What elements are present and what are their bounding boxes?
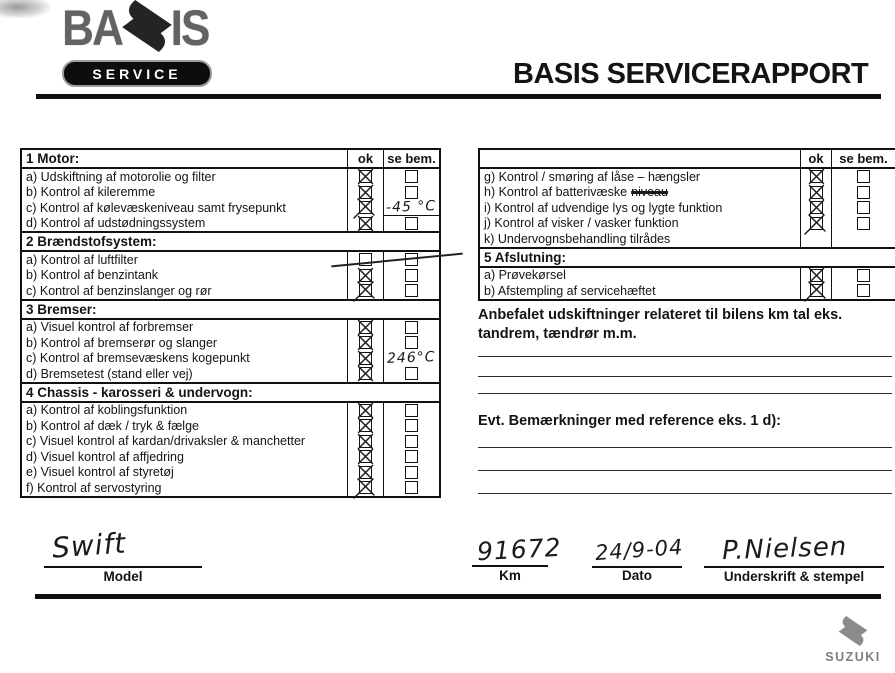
row-label-text: b) Afstempling af servicehæftet [484,283,656,298]
x-mark-icon [360,322,371,333]
row-label [22,403,347,419]
section-header-row [22,382,439,403]
suzuki-s-icon [121,0,173,52]
row-label-text: d) Bremsetest (stand eller vej) [26,366,193,381]
row-label-text: d) Visuel kontrol af affjedring [26,449,184,464]
sebem-checkbox [405,170,418,183]
checklist-row [22,434,439,450]
sebem-checkbox [857,217,870,230]
row-label [480,283,800,299]
checklist-row [480,185,895,201]
sebem-checkbox [405,481,418,494]
ok-cell [347,480,383,496]
section-title: 2 Brændstofsystem: [26,234,157,249]
row-label-text: f) Kontrol af servostyring [26,480,162,495]
row-label-text: g) Kontrol / smøring af låse – hængsler [484,169,701,184]
model-field-line [44,566,202,568]
row-label [480,200,800,216]
ok-cell [347,351,383,367]
x-mark-icon [360,405,371,416]
ok-cell [347,449,383,465]
sebem-cell [831,231,895,247]
sebem-checkbox [857,269,870,282]
checklist-right-table [478,148,895,301]
ok-checkbox [359,321,372,334]
x-mark-icon [360,285,371,296]
sebem-cell [831,169,895,185]
handwritten-note: -45 °C [386,198,437,217]
sebem-checkbox [405,367,418,380]
suzuki-logo [814,616,892,664]
row-label [480,216,800,232]
row-label-text: k) Undervognsbehandling tilrådes [484,231,671,246]
row-label-text: a) Visuel kontrol af forbremser [26,320,194,335]
checklist-row [22,283,439,299]
checklist-row [480,268,895,284]
row-label-text: j) Kontrol af visker / vasker funktion [484,216,679,231]
checklist-row [22,268,439,284]
x-mark-icon [360,270,371,281]
checklist-row [480,200,895,216]
row-label [480,185,800,201]
checklist-row [22,320,439,336]
ok-checkbox [359,170,372,183]
signature-handwritten-value: P.Nielsen [721,531,848,567]
section-title [480,150,800,167]
header-divider [36,94,881,99]
ok-checkbox [359,450,372,463]
sebem-checkbox [405,321,418,334]
x-mark-icon [360,353,371,364]
sebem-checkbox [405,269,418,282]
footer-divider [35,594,881,599]
handwritten-note: 246°C [386,349,437,368]
row-label [22,216,347,232]
sebem-checkbox [405,186,418,199]
row-label-text: d) Kontrol af udstødningssystem [26,216,206,231]
remarks-write-line [478,447,892,448]
x-mark-icon [360,202,371,213]
checklist-row [22,465,439,481]
sebem-checkbox [405,466,418,479]
row-label-text: c) Kontrol af bremsevæskens kogepunkt [26,351,250,366]
remarks-heading: Evt. Bemærkninger med reference eks. 1 d): [478,413,782,429]
ok-cell [347,216,383,232]
sebem-cell [383,480,439,496]
km-field-label: Km [499,568,521,583]
ok-checkbox [359,419,372,432]
km-handwritten-value: 91672 [476,532,563,567]
row-label [22,449,347,465]
ok-cell [800,268,831,284]
section-header-row [480,247,895,268]
checklist-left-table [20,148,441,498]
checklist-row [22,366,439,382]
sebem-cell [831,216,895,232]
checklist-row [22,200,439,216]
ok-checkbox [359,336,372,349]
checklist-row [22,216,439,232]
row-label [22,480,347,496]
service-badge-label: SERVICE [92,65,182,82]
row-label [480,231,800,247]
basis-logo-text-right: IS [170,0,209,56]
ok-cell [347,418,383,434]
section-title: 3 Bremser: [26,301,97,317]
section-title: 5 Afslutning: [484,249,566,265]
ok-checkbox [810,186,823,199]
row-label-text: a) Udskiftning af motorolie og filter [26,169,216,184]
ok-checkbox [359,284,372,297]
suzuki-s-icon [838,616,868,646]
sebem-checkbox [405,435,418,448]
row-label [22,200,347,216]
signature-field-label: Underskrift & stempel [723,569,865,584]
sebem-checkbox [857,284,870,297]
row-label [22,465,347,481]
x-mark-icon [811,285,822,296]
ok-cell [347,366,383,382]
x-mark-icon [360,187,371,198]
sebem-cell [383,418,439,434]
column-header-sebem: se bem. [383,150,439,167]
signature-field-line [704,566,884,568]
checklist-row [480,216,895,232]
x-mark-icon [360,451,371,462]
row-label-text: b) Kontrol af dæk / tryk & fælge [26,418,199,433]
checklist-row [480,283,895,299]
row-label-text: a) Prøvekørsel [484,268,566,283]
scan-smudge [0,0,50,18]
section-header-row [22,231,439,252]
ok-cell [347,200,383,216]
sebem-cell [383,351,439,367]
x-mark-icon [360,218,371,229]
section-header-row [480,150,895,169]
sebem-cell [383,449,439,465]
row-label [22,418,347,434]
remarks-write-line [478,493,892,494]
x-mark-icon [360,337,371,348]
ok-cell [347,465,383,481]
sebem-cell [383,335,439,351]
x-mark-icon [360,482,371,493]
service-badge [62,60,212,87]
row-label-text: b) Kontrol af bremserør og slanger [26,335,218,350]
section-title: 1 Motor: [26,151,80,166]
row-label [22,268,347,284]
ok-checkbox [810,284,823,297]
sebem-cell [831,283,895,299]
ok-checkbox [359,186,372,199]
ok-cell [347,185,383,201]
ok-checkbox [359,269,372,282]
ok-checkbox [359,404,372,417]
sebem-checkbox [857,170,870,183]
row-label [22,252,347,268]
sebem-cell [383,403,439,419]
remarks-write-line [478,470,892,471]
sebem-checkbox [405,450,418,463]
ok-checkbox [359,481,372,494]
section-header-row [22,150,439,169]
ok-checkbox [359,367,372,380]
sebem-cell [383,169,439,185]
recommend-heading: Anbefalet udskiftninger relateret til bilens km tal eks. tandrem, tændrør m.m. [478,307,843,342]
ok-checkbox [359,352,372,365]
recommend-write-line [478,376,892,377]
row-label [480,169,800,185]
checklist-row [480,169,895,185]
column-header-ok: ok [347,150,383,167]
row-label-text: c) Kontrol af benzinslanger og rør [26,283,212,298]
row-label [22,335,347,351]
row-label [22,434,347,450]
ok-checkbox [810,217,823,230]
checklist-row [22,480,439,496]
recommend-write-line [478,393,892,394]
row-label-text: a) Kontrol af luftfilter [26,252,138,267]
ok-cell [800,200,831,216]
sebem-cell [383,465,439,481]
checklist-row [22,418,439,434]
x-mark-icon [360,171,371,182]
x-mark-icon [360,467,371,478]
ok-cell [347,335,383,351]
column-header-sebem: se bem. [831,150,895,167]
row-label-text: b) Kontrol af kileremme [26,185,156,200]
ok-cell [347,268,383,284]
sebem-cell [383,366,439,382]
row-label-text: i) Kontrol af udvendige lys og lygte funktion [484,200,723,215]
sebem-cell [831,200,895,216]
x-mark-icon [811,202,822,213]
x-mark-icon [360,368,371,379]
column-header-ok: ok [800,150,831,167]
sebem-cell [831,268,895,284]
ok-checkbox [359,466,372,479]
basis-logo-text-left: BA [62,0,123,56]
ok-cell [800,231,831,247]
ok-checkbox [359,201,372,214]
date-field-label: Dato [622,568,652,583]
sebem-cell [383,268,439,284]
row-label [480,268,800,284]
page-title: BASIS SERVICERAPPORT [513,58,869,90]
ok-cell [347,320,383,336]
section-title: 4 Chassis - karosseri & undervogn: [26,384,253,400]
checklist-row [22,335,439,351]
section-header-row [22,299,439,320]
sebem-cell [383,434,439,450]
row-label-text: c) Visuel kontrol af kardan/drivaksler & manchetter [26,434,306,449]
sebem-checkbox [405,419,418,432]
ok-cell [347,403,383,419]
suzuki-wordmark: SUZUKI [825,650,881,664]
ok-checkbox [359,217,372,230]
ok-cell [800,169,831,185]
sebem-checkbox [405,336,418,349]
ok-checkbox [810,170,823,183]
row-label-text: a) Kontrol af koblingsfunktion [26,403,188,418]
row-label [22,169,347,185]
model-handwritten-value: Swift [50,526,128,565]
checklist-row [22,169,439,185]
ok-cell [347,283,383,299]
recommend-write-line [478,356,892,357]
row-label [22,185,347,201]
sebem-cell [383,200,439,216]
x-mark-icon [811,187,822,198]
ok-cell [800,185,831,201]
sebem-cell [383,216,439,232]
sebem-checkbox [405,284,418,297]
ok-cell [347,169,383,185]
row-label [22,351,347,367]
sebem-checkbox [405,404,418,417]
row-label [22,366,347,382]
row-label [22,283,347,299]
row-label-text: c) Kontrol af kølevæskeniveau samt frysepunkt [26,200,286,215]
row-label-text: e) Visuel kontrol af styretøj [26,465,174,480]
ok-cell [347,434,383,450]
checklist-row [22,449,439,465]
x-mark-icon [360,420,371,431]
x-mark-icon [811,270,822,281]
sebem-checkbox [857,186,870,199]
row-label-text: h) Kontrol af batterivæske [484,185,628,200]
ok-cell [800,283,831,299]
row-label-text: b) Kontrol af benzintank [26,268,159,283]
checklist-row [480,231,895,247]
x-mark-icon [811,171,822,182]
sebem-cell [831,185,895,201]
row-label [22,320,347,336]
km-field-line [472,565,548,567]
sebem-checkbox [405,217,418,230]
checklist-row [22,185,439,201]
x-mark-icon [811,218,822,229]
checklist-row [22,403,439,419]
sebem-checkbox [857,201,870,214]
ok-checkbox [359,435,372,448]
model-field-label: Model [103,569,143,584]
ok-checkbox [810,269,823,282]
x-mark-icon [360,436,371,447]
sebem-cell [383,320,439,336]
date-handwritten-value: 24/9-04 [594,534,685,566]
sebem-cell [383,283,439,299]
struck-word: niveau [631,185,668,200]
ok-cell [800,216,831,232]
checklist-row [22,351,439,367]
basis-logo [58,0,211,56]
ok-checkbox [810,201,823,214]
checklist-row [22,252,439,268]
